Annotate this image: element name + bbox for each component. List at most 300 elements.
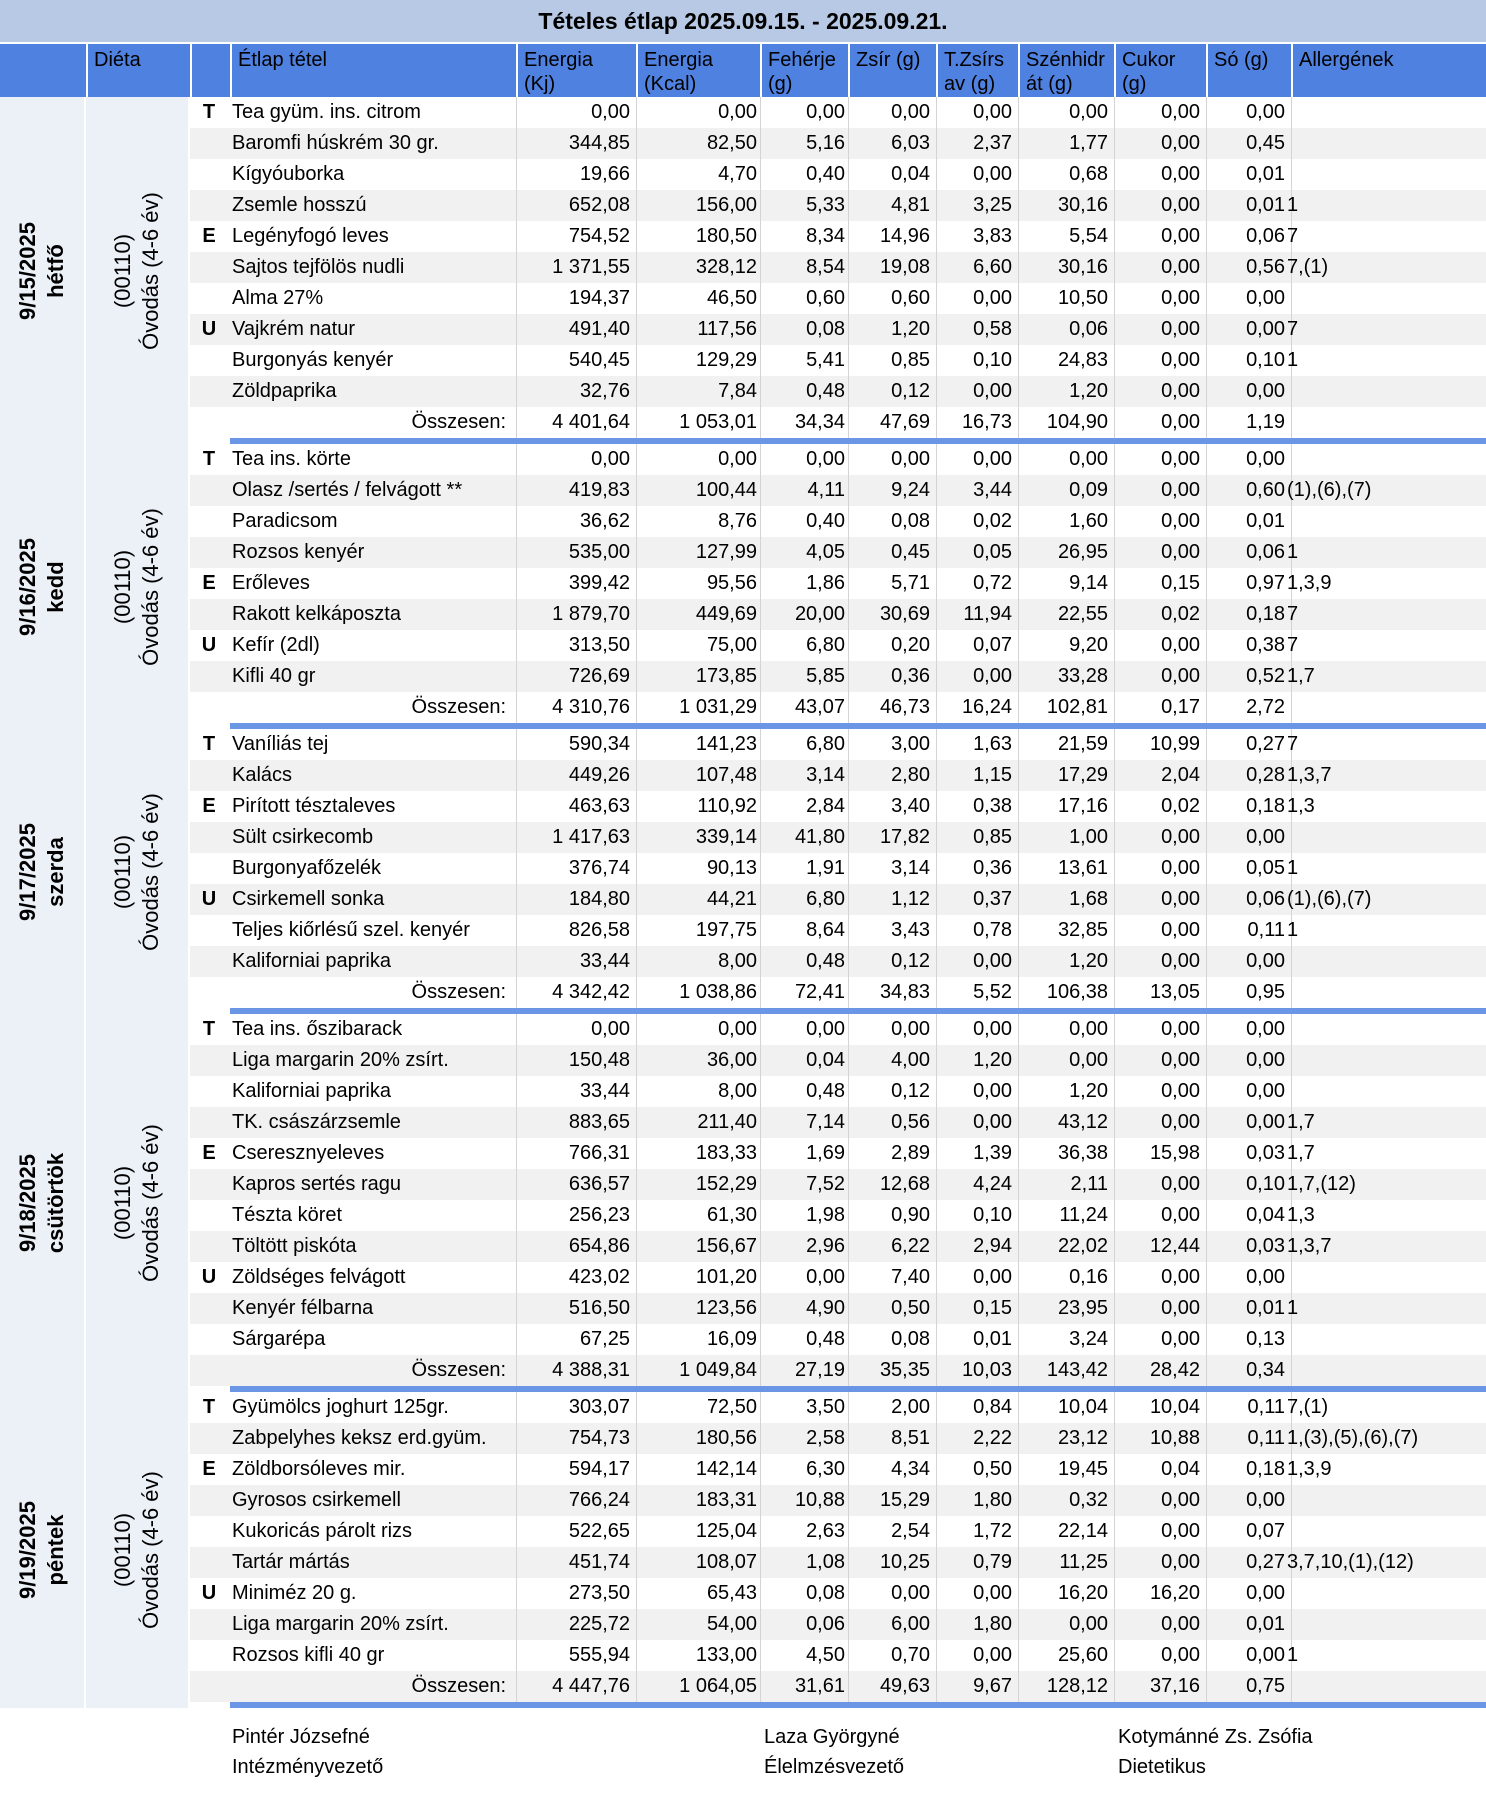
value-zsir: 0,50 [891, 1297, 930, 1319]
column-divider [760, 537, 761, 568]
column-divider [760, 1485, 761, 1516]
column-divider [848, 1547, 849, 1578]
table-row [190, 1392, 1486, 1423]
value-kcal: 117,56 [697, 318, 757, 340]
value-cukor: 0,02 [1161, 795, 1200, 817]
meal-code: T [202, 448, 216, 470]
value-szenh: 143,42 [1046, 1359, 1108, 1381]
value-szenh: 1,20 [1069, 950, 1108, 972]
column-divider [936, 1045, 937, 1076]
column-divider [936, 1485, 937, 1516]
column-divider [760, 853, 761, 884]
value-tzsir: 3,83 [973, 225, 1012, 247]
allergen-codes: 1 [1287, 349, 1299, 371]
value-cukor: 15,98 [1149, 1142, 1200, 1164]
value-tzsir: 16,73 [961, 411, 1012, 433]
column-divider [1018, 630, 1019, 661]
value-cukor: 0,00 [1161, 1266, 1200, 1288]
column-divider [1206, 1485, 1207, 1516]
column-divider [936, 1355, 937, 1386]
value-cukor: 10,04 [1149, 1396, 1200, 1418]
day-block [0, 1392, 1486, 1708]
value-so: 0,11 [1247, 1396, 1285, 1418]
value-so: 0,60 [1246, 479, 1285, 501]
column-divider [848, 1485, 849, 1516]
value-feherje: 6,80 [806, 733, 845, 755]
column-divider [936, 221, 937, 252]
column-divider [760, 977, 761, 1008]
value-kcal: 1 049,84 [679, 1359, 757, 1381]
item-name: Sárgarépa [232, 1328, 326, 1350]
day-date: 9/18/2025 [15, 1154, 40, 1252]
column-divider [1018, 822, 1019, 853]
column-divider [760, 1392, 761, 1423]
value-kcal: 127,99 [695, 541, 757, 563]
column-divider [1114, 884, 1115, 915]
column-divider [1291, 1671, 1292, 1702]
column-divider [1291, 946, 1292, 977]
column-divider [848, 1262, 849, 1293]
value-zsir: 2,89 [891, 1142, 930, 1164]
column-divider [760, 1231, 761, 1262]
total-label: Összesen: [411, 1675, 506, 1697]
day-block [0, 729, 1486, 1014]
column-divider [936, 407, 937, 438]
value-cukor: 0,00 [1161, 1049, 1200, 1071]
value-feherje: 34,34 [794, 411, 845, 433]
column-divider [1018, 977, 1019, 1008]
column-divider [1206, 444, 1207, 475]
column-divider [760, 599, 761, 630]
value-tzsir: 6,60 [973, 256, 1012, 278]
total-row [190, 977, 1486, 1008]
table-row [190, 599, 1486, 630]
value-kj: 491,40 [568, 318, 630, 340]
value-feherje: 1,98 [806, 1204, 845, 1226]
column-divider [1206, 314, 1207, 345]
value-tzsir: 0,00 [973, 1644, 1012, 1666]
value-cukor: 0,00 [1161, 101, 1200, 123]
table-row [190, 1578, 1486, 1609]
column-divider [848, 1138, 849, 1169]
value-cukor: 0,17 [1161, 696, 1200, 718]
value-so: 0,01 [1246, 163, 1285, 185]
value-cukor: 0,02 [1161, 603, 1200, 625]
column-divider [848, 884, 849, 915]
value-so: 0,75 [1246, 1675, 1285, 1697]
table-row [190, 791, 1486, 822]
day-diet-label [109, 1471, 165, 1629]
column-divider [1018, 1516, 1019, 1547]
column-divider [848, 283, 849, 314]
column-divider [760, 791, 761, 822]
column-divider [1206, 884, 1207, 915]
column-divider [936, 1671, 937, 1702]
column-divider [760, 1076, 761, 1107]
column-divider [1114, 760, 1115, 791]
total-label: Összesen: [411, 1359, 506, 1381]
column-divider [1114, 1293, 1115, 1324]
day-date: 9/16/2025 [15, 537, 40, 636]
value-tzsir: 2,22 [973, 1427, 1012, 1449]
column-divider [848, 1076, 849, 1107]
day-date-label [14, 823, 70, 921]
day-date-cell [0, 1392, 86, 1708]
column-divider [1206, 190, 1207, 221]
day-block [0, 97, 1486, 444]
value-szenh: 1,77 [1069, 132, 1108, 154]
value-kj: 33,44 [579, 950, 630, 972]
column-divider [848, 1454, 849, 1485]
column-divider [760, 1578, 761, 1609]
table-row [190, 1485, 1486, 1516]
value-kcal: 142,14 [695, 1458, 757, 1480]
column-divider [1018, 1262, 1019, 1293]
value-feherje: 5,33 [806, 194, 845, 216]
value-kcal: 100,44 [695, 479, 757, 501]
column-divider [848, 1423, 849, 1454]
value-szenh: 13,61 [1057, 857, 1108, 879]
column-divider [760, 1293, 761, 1324]
value-zsir: 8,51 [891, 1427, 930, 1449]
value-cukor: 0,00 [1161, 1080, 1200, 1102]
column-divider [848, 537, 849, 568]
column-divider [936, 1107, 937, 1138]
value-kj: 451,74 [568, 1551, 630, 1573]
value-feherje: 5,85 [806, 665, 845, 687]
value-so: 0,04 [1246, 1204, 1285, 1226]
column-divider [848, 444, 849, 475]
column-divider [1018, 1076, 1019, 1107]
day-diet-cell [86, 1392, 190, 1708]
value-zsir: 0,45 [891, 541, 930, 563]
item-name: Kalács [232, 764, 293, 786]
column-divider [1018, 692, 1019, 723]
value-tzsir: 0,10 [973, 349, 1012, 371]
column-divider [936, 1293, 937, 1324]
value-kcal: 449,69 [695, 603, 757, 625]
value-cukor: 0,00 [1161, 287, 1200, 309]
diet-code: (00110) [110, 233, 135, 308]
value-szenh: 2,11 [1070, 1173, 1108, 1195]
item-name: Kefír (2dl) [232, 634, 320, 656]
column-divider [636, 407, 637, 438]
column-divider [1206, 1076, 1207, 1107]
column-divider [1018, 537, 1019, 568]
diet-name: Óvodás (4-6 év) [138, 191, 163, 350]
allergen-codes: 7 [1287, 225, 1299, 247]
value-feherje: 6,30 [806, 1458, 845, 1480]
value-szenh: 30,16 [1057, 256, 1108, 278]
value-szenh: 0,16 [1069, 1266, 1108, 1288]
column-divider [1018, 1671, 1019, 1702]
value-szenh: 1,20 [1069, 1080, 1108, 1102]
table-row [190, 97, 1486, 128]
item-name: Burgonyafőzelék [232, 857, 381, 879]
column-divider [1206, 791, 1207, 822]
value-feherje: 0,00 [806, 448, 845, 470]
item-name: Gyümölcs joghurt 125gr. [232, 1396, 449, 1418]
column-divider [1114, 444, 1115, 475]
header-feherje: Fehérje (g) [760, 44, 848, 97]
column-divider [1206, 853, 1207, 884]
total-row [190, 1355, 1486, 1386]
value-so: 0,01 [1246, 1613, 1285, 1635]
value-so: 0,45 [1246, 132, 1285, 154]
value-tzsir: 0,00 [973, 665, 1012, 687]
value-so: 2,72 [1246, 696, 1285, 718]
column-divider [1206, 568, 1207, 599]
day-diet-label [109, 508, 165, 666]
value-szenh: 9,14 [1069, 572, 1108, 594]
column-divider [516, 1355, 517, 1386]
value-kj: 636,57 [568, 1173, 630, 1195]
value-kj: 344,85 [568, 132, 630, 154]
value-zsir: 14,96 [879, 225, 930, 247]
column-divider [1206, 537, 1207, 568]
table-row [190, 283, 1486, 314]
column-divider [936, 1640, 937, 1671]
allergen-codes: 1,3 [1287, 795, 1315, 817]
column-divider [1206, 1169, 1207, 1200]
table-row [190, 1014, 1486, 1045]
value-kcal: 339,14 [695, 826, 757, 848]
value-zsir: 2,00 [891, 1396, 930, 1418]
value-zsir: 5,71 [891, 572, 930, 594]
value-cukor: 0,00 [1161, 1111, 1200, 1133]
value-cukor: 0,00 [1161, 634, 1200, 656]
value-so: 0,00 [1246, 1080, 1285, 1102]
value-cukor: 12,44 [1149, 1235, 1200, 1257]
column-divider [516, 692, 517, 723]
value-feherje: 10,88 [794, 1489, 845, 1511]
value-feherje: 0,48 [806, 1080, 845, 1102]
column-divider [1291, 159, 1292, 190]
value-kcal: 129,29 [695, 349, 757, 371]
total-label: Összesen: [411, 696, 506, 718]
item-name: Sajtos tejfölös nudli [232, 256, 405, 278]
table-row [190, 252, 1486, 283]
column-divider [848, 345, 849, 376]
value-tzsir: 0,00 [973, 1018, 1012, 1040]
column-divider [848, 1107, 849, 1138]
value-szenh: 0,00 [1069, 448, 1108, 470]
value-so: 0,06 [1246, 888, 1285, 910]
signatures [0, 1722, 1486, 1798]
column-divider [1291, 97, 1292, 128]
value-cukor: 0,00 [1161, 318, 1200, 340]
column-divider [1018, 221, 1019, 252]
day-weekday: kedd [43, 560, 68, 613]
allergen-codes: 7 [1287, 733, 1299, 755]
value-kcal: 101,20 [695, 1266, 757, 1288]
column-divider [1018, 1324, 1019, 1355]
table-row [190, 221, 1486, 252]
item-name: Zöldborsóleves mir. [232, 1458, 406, 1480]
allergen-codes: 1,7 [1287, 665, 1315, 687]
page-title: Tételes étlap 2025.09.15. - 2025.09.21. [0, 0, 1486, 44]
column-divider [936, 791, 937, 822]
item-name: Töltött piskóta [232, 1235, 357, 1257]
column-divider [1291, 1324, 1292, 1355]
column-divider [936, 1014, 937, 1045]
column-divider [1018, 97, 1019, 128]
column-divider [1206, 128, 1207, 159]
column-divider [1018, 1609, 1019, 1640]
allergen-codes: 1 [1287, 919, 1299, 941]
column-divider [1114, 1231, 1115, 1262]
table-row [190, 884, 1486, 915]
header-szenhidrat: Szénhidr át (g) [1018, 44, 1114, 97]
value-so: 0,27 [1246, 1551, 1285, 1573]
signature-elelmezesvezeto: Laza Györgyné Élelmzésvezető [764, 1726, 905, 1778]
value-kj: 0,00 [591, 101, 630, 123]
value-cukor: 0,00 [1161, 1520, 1200, 1542]
value-kj: 0,00 [591, 1018, 630, 1040]
value-kj: 36,62 [579, 510, 630, 532]
column-divider [1206, 1231, 1207, 1262]
column-divider [936, 1231, 937, 1262]
column-divider [760, 407, 761, 438]
column-divider [1206, 729, 1207, 760]
column-divider [1206, 630, 1207, 661]
value-szenh: 1,00 [1069, 826, 1108, 848]
value-kcal: 7,84 [718, 380, 757, 402]
value-szenh: 1,20 [1069, 380, 1108, 402]
column-divider [1018, 1454, 1019, 1485]
total-row [190, 692, 1486, 723]
value-so: 0,01 [1246, 1297, 1285, 1319]
item-name: Alma 27% [232, 287, 324, 309]
item-name: Cseresznyeleves [232, 1142, 385, 1164]
column-divider [1018, 252, 1019, 283]
value-so: 0,00 [1246, 380, 1285, 402]
column-divider [1206, 915, 1207, 946]
column-divider [1018, 1355, 1019, 1386]
day-date-cell [0, 444, 86, 729]
value-zsir: 0,12 [891, 380, 930, 402]
value-kj: 766,24 [568, 1489, 630, 1511]
day-date: 9/15/2025 [15, 221, 40, 320]
value-kcal: 156,67 [695, 1235, 757, 1257]
value-so: 0,06 [1246, 225, 1285, 247]
day-date-label [14, 1501, 70, 1599]
column-divider [848, 1392, 849, 1423]
column-divider [936, 977, 937, 1008]
value-so: 0,27 [1246, 733, 1285, 755]
value-kcal: 36,00 [706, 1049, 757, 1071]
column-divider [1018, 1578, 1019, 1609]
value-szenh: 19,45 [1057, 1458, 1108, 1480]
value-zsir: 0,70 [891, 1644, 930, 1666]
meal-code: E [202, 795, 216, 817]
column-divider [848, 1640, 849, 1671]
header-etlap-tetel: Étlap tétel [230, 44, 516, 97]
value-feherje: 7,52 [806, 1173, 845, 1195]
value-zsir: 12,68 [879, 1173, 930, 1195]
column-divider [1291, 822, 1292, 853]
column-divider [1114, 1640, 1115, 1671]
value-kj: 754,73 [568, 1427, 630, 1449]
value-feherje: 0,48 [806, 1328, 845, 1350]
value-zsir: 0,00 [891, 448, 930, 470]
column-divider [936, 1454, 937, 1485]
column-divider [848, 1609, 849, 1640]
column-divider [636, 1355, 637, 1386]
column-divider [1018, 1107, 1019, 1138]
table-row [190, 661, 1486, 692]
column-divider [1018, 444, 1019, 475]
value-szenh: 36,38 [1057, 1142, 1108, 1164]
value-so: 0,00 [1246, 826, 1285, 848]
column-divider [1206, 506, 1207, 537]
value-szenh: 16,20 [1057, 1582, 1108, 1604]
value-cukor: 0,00 [1161, 919, 1200, 941]
value-zsir: 4,81 [891, 194, 930, 216]
value-cukor: 0,00 [1161, 1173, 1200, 1195]
value-kcal: 328,12 [695, 256, 757, 278]
column-divider [1206, 599, 1207, 630]
column-divider [636, 692, 637, 723]
value-cukor: 0,04 [1161, 1458, 1200, 1480]
table-row [190, 475, 1486, 506]
column-divider [1018, 283, 1019, 314]
value-kj: 399,42 [568, 572, 630, 594]
value-so: 0,00 [1246, 318, 1285, 340]
value-cukor: 13,05 [1149, 981, 1200, 1003]
table-row [190, 915, 1486, 946]
column-divider [936, 1169, 937, 1200]
column-divider [516, 407, 517, 438]
value-zsir: 0,00 [891, 101, 930, 123]
table-row [190, 506, 1486, 537]
column-divider [760, 760, 761, 791]
value-kj: 826,58 [568, 919, 630, 941]
column-divider [1291, 407, 1292, 438]
column-divider [848, 506, 849, 537]
value-kcal: 8,76 [718, 510, 757, 532]
value-tzsir: 1,80 [973, 1613, 1012, 1635]
value-zsir: 0,12 [891, 1080, 930, 1102]
value-cukor: 0,00 [1161, 950, 1200, 972]
item-name: Pirított tésztaleves [232, 795, 396, 817]
meal-code: U [201, 1266, 217, 1288]
column-divider [1291, 1014, 1292, 1045]
value-so: 0,07 [1246, 1520, 1285, 1542]
header-tzsir: T.Zsírs av (g) [936, 44, 1018, 97]
allergen-codes: 1,7,(12) [1287, 1173, 1356, 1195]
column-divider [1114, 376, 1115, 407]
allergen-codes: 1 [1287, 194, 1299, 216]
allergen-codes: 1,3,7 [1287, 1235, 1332, 1257]
column-divider [636, 977, 637, 1008]
day-diet-label [109, 793, 165, 951]
value-tzsir: 0,00 [973, 1080, 1012, 1102]
value-so: 0,13 [1246, 1328, 1285, 1350]
value-kcal: 82,50 [706, 132, 757, 154]
value-so: 0,95 [1246, 981, 1285, 1003]
value-so: 0,10 [1246, 349, 1285, 371]
table-header [0, 44, 1486, 97]
column-divider [760, 1516, 761, 1547]
column-divider [1291, 1076, 1292, 1107]
value-zsir: 6,22 [891, 1235, 930, 1257]
value-kcal: 72,50 [706, 1396, 757, 1418]
column-divider [936, 97, 937, 128]
column-divider [1114, 345, 1115, 376]
value-zsir: 6,03 [891, 132, 930, 154]
value-tzsir: 1,39 [973, 1142, 1012, 1164]
